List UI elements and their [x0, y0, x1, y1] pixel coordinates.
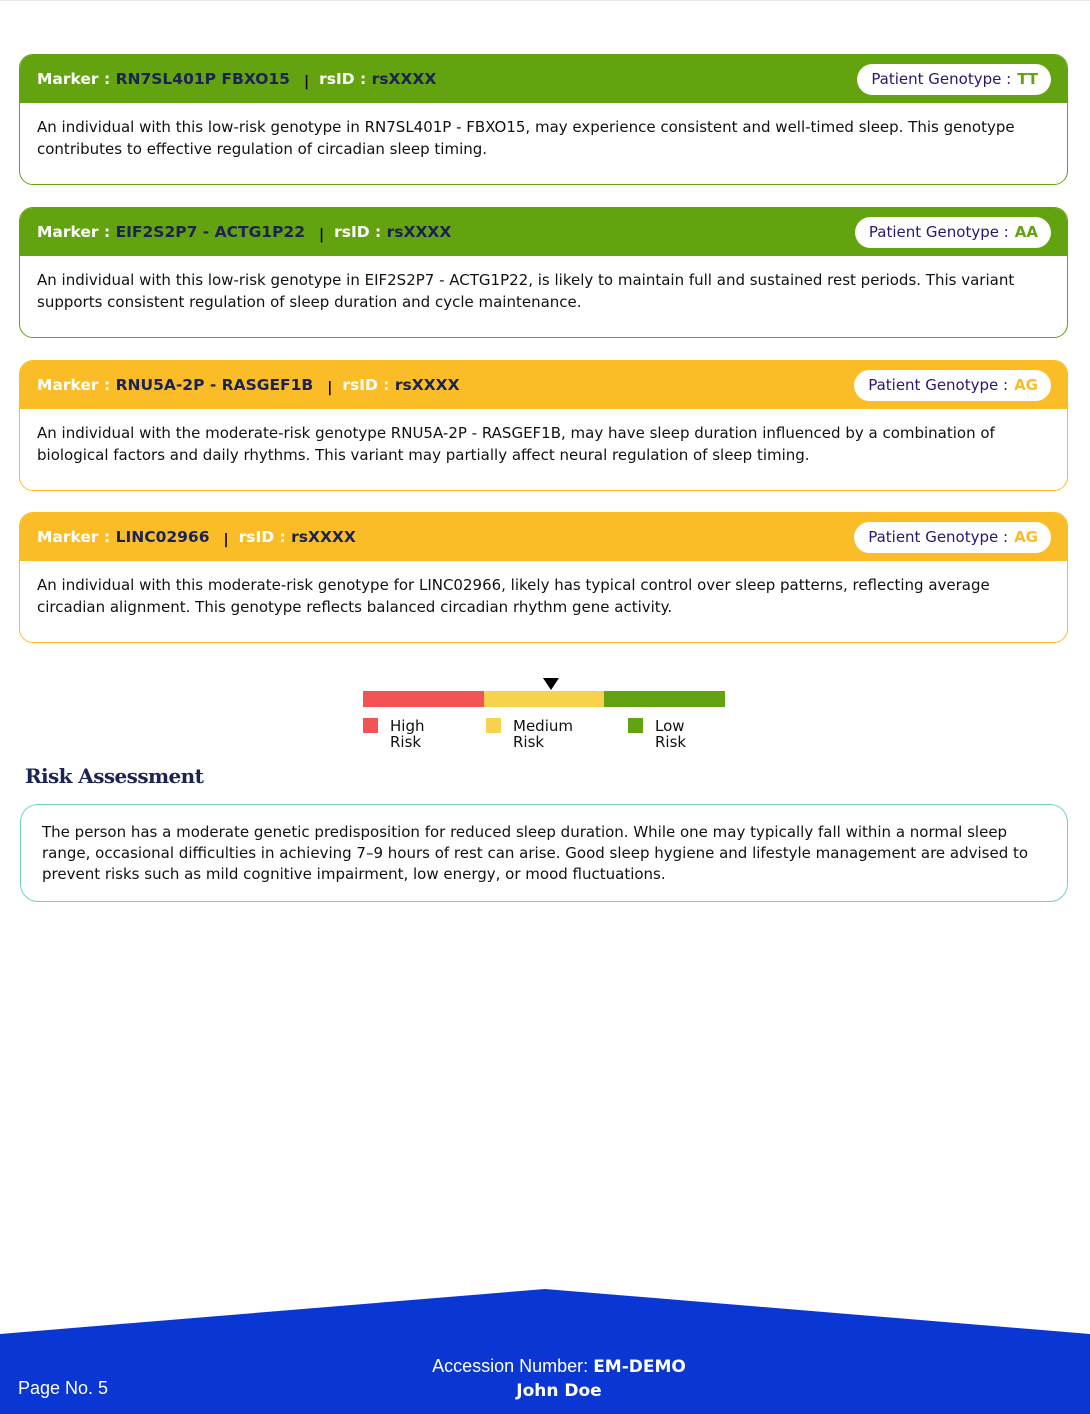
separator: | — [327, 380, 333, 396]
accession-label: Accession Number: — [432, 1356, 589, 1376]
rsid-label: rsID : — [334, 223, 382, 241]
page-footer — [0, 1288, 1090, 1414]
risk-bar-high — [363, 691, 484, 707]
page-top-border — [0, 0, 1090, 1]
rsid-label: rsID : — [238, 528, 286, 546]
accession-value: EM-DEMO — [593, 1357, 686, 1377]
patient-name: John Doe — [516, 1381, 602, 1401]
genotype-value: AG — [1014, 376, 1038, 394]
risk-assessment-title: Risk Assessment — [25, 764, 204, 788]
separator: | — [319, 227, 325, 243]
marker-label: Marker : — [37, 70, 111, 88]
rsid-label: rsID : — [342, 376, 390, 394]
legend-label: Risk — [655, 733, 687, 751]
marker-card — [19, 512, 1068, 643]
rsid-value: rsXXXX — [291, 528, 356, 546]
separator: | — [303, 74, 310, 90]
risk-scale — [363, 676, 725, 756]
marker-card — [19, 54, 1068, 185]
legend-item-medium — [486, 718, 573, 750]
legend-swatch-low — [628, 718, 643, 733]
legend-label: High — [390, 717, 425, 735]
genotype-label: Patient Genotype : — [868, 528, 1009, 546]
marker-label: Marker : — [37, 223, 111, 241]
patient-genotype-badge — [857, 64, 1051, 95]
risk-bar-low — [604, 691, 725, 707]
rsid-value: rsXXXX — [371, 70, 437, 88]
marker-label: Marker : — [37, 528, 111, 546]
legend-item-high — [363, 718, 424, 750]
legend-label: Medium — [513, 717, 573, 735]
rsid-label: rsID : — [319, 70, 367, 88]
risk-bar-medium — [484, 691, 604, 707]
genotype-value: AA — [1014, 223, 1038, 241]
patient-genotype-badge — [854, 522, 1051, 553]
legend-swatch-high — [363, 718, 378, 733]
legend-swatch-medium — [486, 718, 501, 733]
risk-pointer-icon — [543, 678, 559, 690]
marker-value: RNU5A-2P - RASGEF1B — [115, 376, 314, 394]
rsid-value: rsXXXX — [394, 376, 460, 394]
marker-description: An individual with this low-risk genotype in EIF2S2P7 - ACTG1P22, is likely to maintain full and sustained rest periods. This variant supports consistent regulation of sleep duration and cycle maintenance. — [37, 271, 1015, 311]
legend-label: Risk — [513, 733, 545, 751]
marker-card-header — [20, 361, 1067, 409]
marker-card-header — [20, 208, 1067, 256]
marker-label: Marker : — [37, 376, 111, 394]
marker-card — [19, 360, 1068, 491]
accession-number — [0, 1356, 1090, 1377]
genotype-value: AG — [1014, 528, 1038, 546]
legend-label: Risk — [390, 733, 422, 751]
legend-item-low — [628, 718, 686, 750]
marker-description: An individual with the moderate-risk genotype RNU5A-2P - RASGEF1B, may have sleep duration influenced by a combination of biological factors and daily rhythms. This variant may partially affect neural regulation of sleep timing. — [37, 424, 995, 464]
marker-value: LINC02966 — [115, 528, 210, 546]
genotype-label: Patient Genotype : — [868, 376, 1009, 394]
rsid-value: rsXXXX — [386, 223, 452, 241]
marker-description: An individual with this low-risk genotype in RN7SL401P - FBXO15, may experience consistent and well-timed sleep. This genotype contributes to effective regulation of circadian sleep timing. — [37, 118, 1015, 158]
legend-label: Low — [655, 717, 685, 735]
page-number: Page No. 5 — [18, 1378, 109, 1398]
genotype-label: Patient Genotype : — [871, 70, 1012, 88]
genotype-value: TT — [1017, 70, 1038, 88]
patient-genotype-badge — [855, 217, 1051, 248]
genotype-label: Patient Genotype : — [868, 223, 1009, 241]
marker-card-header — [20, 513, 1067, 561]
risk-assessment-text: The person has a moderate genetic predisposition for reduced sleep duration. While one may typically fall within a normal sleep range, occasional difficulties in achieving 7–9 hours of rest can arise. Good sleep hygiene and lifestyle management are advised to prevent risks such as mild cognitive impairment, low energy, or mood fluctuations. — [20, 804, 1068, 902]
marker-value: EIF2S2P7 - ACTG1P22 — [115, 223, 306, 241]
marker-description: An individual with this moderate-risk genotype for LINC02966, likely has typical control over sleep patterns, reflecting average circadian alignment. This genotype reflects balanced circadian rhythm gene activity. — [37, 576, 990, 616]
marker-card-header — [20, 55, 1067, 103]
marker-card — [19, 207, 1068, 338]
separator: | — [223, 532, 229, 548]
patient-genotype-badge — [854, 370, 1051, 401]
marker-value: RN7SL401P FBXO15 — [115, 70, 290, 88]
